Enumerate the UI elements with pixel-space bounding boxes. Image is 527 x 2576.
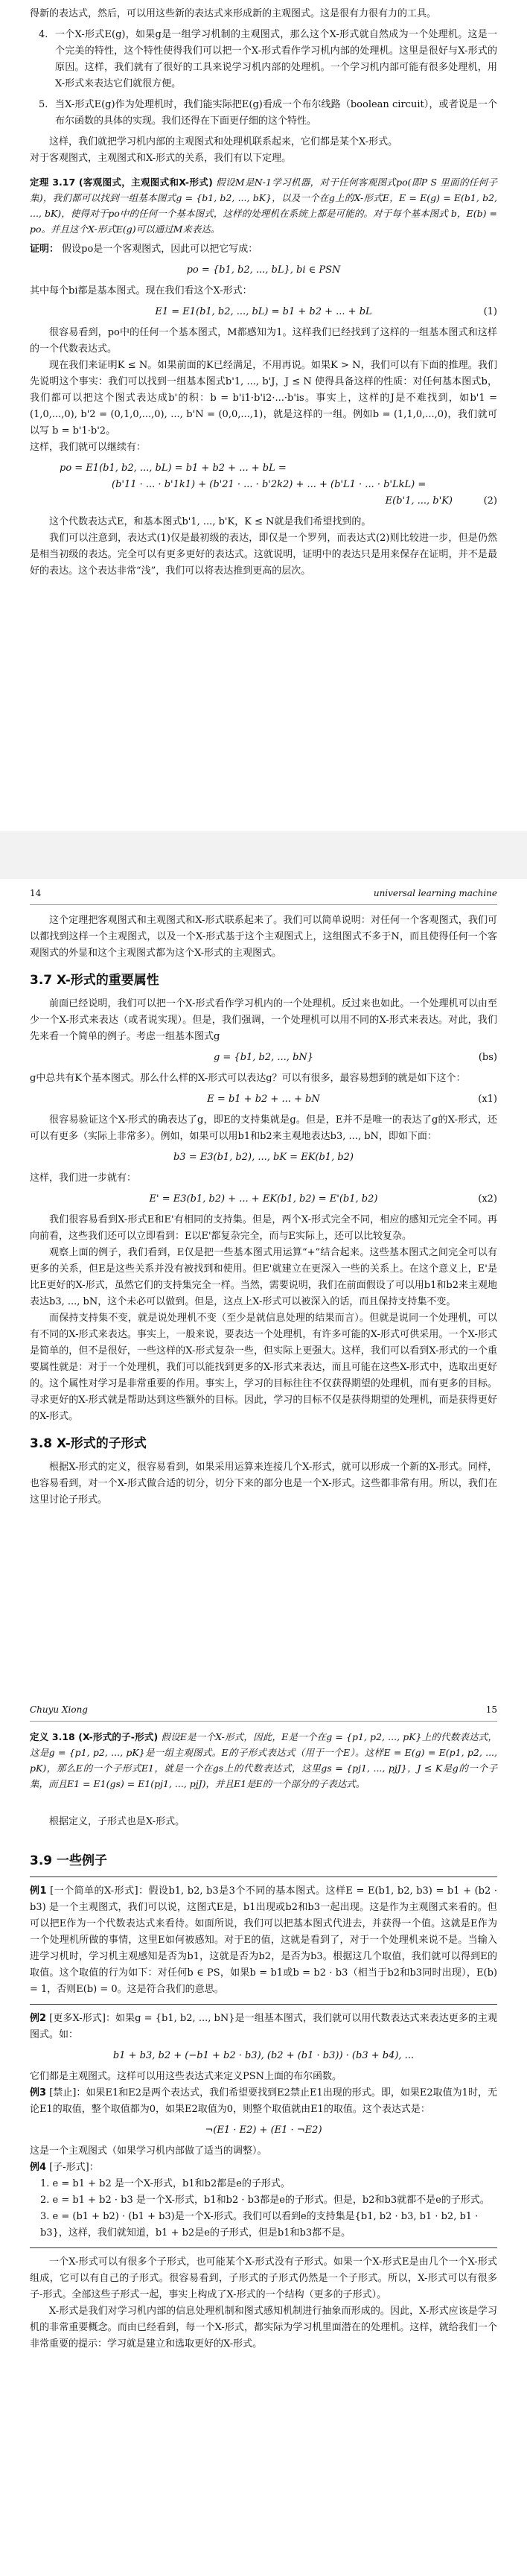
list-number: 4. [39, 29, 48, 40]
example-label: 例2 [30, 2013, 47, 2024]
paragraph: 我们可以注意到，表达式(1)仅是最初级的表达，即仅是一个罗列，而表达式(2)则比较进一步，但是仍然是相当初级的表达。完全可以有更多更好的表达式。这就说明，证明中的表达只是用来保存在证明，并不是最好的表达。这个表达非常“浅”，我们可以将表达推到更高的层次。 [30, 533, 497, 577]
theorem-label: 定理 3.17 (客观图式，主观图式和X-形式) [30, 177, 213, 188]
example-label: 例4 [30, 2162, 47, 2173]
list-text: 当X-形式E(g)作为处理机时，我们能实际把E(g)看成一个布尔线路（boolean circuit），或者说是一个布尔函数的具体的实现。我们还得在下面更仔细的这个特性。 [55, 99, 497, 127]
section-heading: 3.7 X-形式的重要属性 [30, 973, 159, 988]
equation-tag: (x2) [478, 1193, 497, 1205]
sub-form-list [30, 2176, 497, 2242]
paragraph: 一个X-形式可以有很多个子形式，也可能某个X-形式没有子形式。如果一个X-形式E是由几个一个X-形式组成，它可以有自己的子形式。很容易看到，子形式的子形式仍然是一个子形式。所以，X-形式可以有很多子-形式。全部这些子形式一起，事实上构成了X-形式的一个结构（更多的子形式）。 [30, 2256, 497, 2300]
page-3 [0, 1698, 527, 2576]
equation: E' = E3(b1, b2) + ... + EK(b1, b2) = E'(b1, b2) (x2) [30, 1187, 497, 1212]
paragraph: g中总共有K个基本图式。那么什么样的X-形式可以表达g？可以有很多，最容易想到的就是如下这个： [30, 1073, 466, 1084]
equation: g = {b1, b2, ..., bN} (bs) [30, 1045, 497, 1070]
equation-tag: (x1) [478, 1094, 497, 1105]
running-header [30, 885, 497, 905]
paragraph: X-形式是我们对学习机内部的信息处理机制和图式感知机制进行抽象而形成的。因此，X-形式应该是学习机的非常重要概念。而由已经看到，每一个X-形式，都实际为学习机里面潜在的处理机。这样，就给我们一个非常重要的提示：学习就是建立和选取更好的X-形式。 [30, 2306, 497, 2350]
example-label: 例3 [30, 2087, 47, 2098]
list-item [30, 97, 497, 130]
example-text: [一个简单的X-形式]：假设b1, b2, b3是3个不同的基本图式。这样E = E(b1, b2, b3) = b1 + (b2 · b3) 是一个主观图式，我们可以说，这图式E是，b1出现或b2和b3一起出现。这是作为主观图式来看的。但可以把E作为一个代数表达式来看待。如面所说，我们可以把基本图式代进去，并获得一个值。这就是E作为一个处理机所做的事情，这里E如何被感知。对于E的值，这就是看到了，对于一个处理机来说不是。当输入进学习机时，学习机主观感知是否为b1，这就是否为b2，是否为b3。根据这几个取值，我们就可以得到E的取值。这个取值的行为如下：对任何b ∈ PS，如果b = b1或b = b2 · b3（相当于b2和b3同时出现），E(b) = 1，否则E(b) = 0。这是符合我们的意思。 [30, 1885, 498, 1995]
paragraph: 观察上面的例子，我们看到，E仅是把一些基本图式用运算“+”结合起来。这些基本图式之间完全可以有更多的关系，但E是这些关系并没有被找到和使用。但E'就建立在更深入一些的关系上。在这个意义上，E'是比E更好的X-形式，虽然它们的支持集完全一样。当然，需要说明，我们在前面假设了可以用b1和b2来主观地表达b3, ..., bN，这个未必可以做到。但是，这点上X-形式可以被深入的话，而且保持支持集不变。 [30, 1247, 497, 1307]
theorem-text: 假设M是N-1学习机器，对于任何客观图式po(即P S 里面的任何子集)，我们都可以找到一组基本图式g = {b1, b2, ..., bK}，以及一个在g上的X-形式E，E = E(g) = E(b1, b2, ..., bK)，使得对于po中的任何一个基本图式，这样的处理机在系统上都是可能的。对于每个基本图式 b，E(b) = po。并且这个X-形式E(g)可以通过M来表达。 [30, 177, 497, 235]
example-followup: 它们都是主观图式。这样可以用这些表达式来定义PSN上面的布尔函数。 [30, 2071, 342, 2082]
list-number: 5. [39, 99, 48, 110]
paragraph: 这样，我们就可以继续有： [30, 442, 147, 453]
proof-intro [30, 241, 497, 258]
proof-text: 假设po是一个客观图式，因此可以把它写成： [62, 244, 258, 255]
numbered-list [30, 27, 497, 130]
example-1 [30, 1883, 497, 1998]
equation-line: po = E1(b1, b2, ..., bL) = b1 + b2 + ... + bL = [60, 463, 287, 474]
paragraph: 这个定理把客观图式和主观图式和X-形式联系起来了。我们可以简单说明：对任何一个客观图式，我们可以都找到这样一个主观图式，以及一个X-形式基于这个主观图式上，这组图式不多于N，而且使得任何一个客观图式的外显和这个主观图式都为这个X-形式的主观图式。 [30, 915, 497, 959]
paragraph: 根据X-形式的定义，很容易看到，如果采用运算来连接几个X-形式，就可以形成一个新的X-形式。同样，也容易看到，对一个X-形式做合适的切分，切分下来的部分也是一个X-形式。这些都非常有用。所以，我们在这里讨论子形式。 [30, 1462, 497, 1506]
theorem [30, 174, 497, 237]
equation-tag: (1) [483, 306, 497, 317]
paragraph: 而保持支持集不变，就是说处理机不变（至少是就信息处理的结果而言）。但就是说同一个处理机，可以有不同的X-形式来表达。事实上，一般来说，要表达一个处理机，有许多可能的X-形式可供采用。一个X-形式是简单的，但不是很好，一些这样的X-形式复杂一些，但实际上更强大。这样，我们可以看到X-形式的一个重要属性就是：对于一个处理机，我们可以能找到更多的X-形式来表达，而且可能在这些X-形式中，选取出更好的。这个属性对学习是非常重要的作用。事实上，学习的目标往往不仅获得期望的处理机，而有更多的目标。寻求更好的X-形式就是帮助达到这些额外的目标。因此，学习的目标不仅是获得期望的处理机，而是获得更好的X-形式。 [30, 1313, 497, 1422]
intro-line: 得新的表达式，然后，可以用这些新的表达式来形成新的主观图式。这是很有力很有力的工具。 [30, 8, 437, 19]
list-item: 3. e = (b1 + b2) · (b1 + b3)是一个X-形式。我们可以看到e的支持集是{b1, b2 · b3, b1 · b2, b1 · b3}，这样，我们就知道，b1 + b2是e的子形式，但是b1和b3都不是。 [40, 2211, 479, 2239]
divider [30, 2004, 497, 2005]
paragraph: 很容易看到，po中的任何一个基本图式，M都感知为1。这样我们已经找到了这样的一组基本图式和这样的一个代数表达式。 [30, 327, 497, 355]
proof-label: 证明： [30, 244, 60, 255]
running-header [30, 1701, 497, 1722]
paragraph: 这个代数表达式E，和基本图式b'1, ..., b'K，K ≤ N就是我们希望找到的。 [49, 516, 371, 527]
example-text: [子-形式]： [49, 2162, 99, 2173]
section-heading: 3.9 一些例子 [30, 1853, 108, 1868]
page-2 [0, 879, 527, 1698]
paragraph: 对于客观图式，主观图式和X-形式的关系，我们有以下定理。 [30, 153, 292, 164]
example-4 [30, 2160, 497, 2176]
example-followup: 这是一个主观图式（如果学习机内部做了适当的调整）。 [30, 2145, 267, 2157]
list-item [30, 27, 497, 92]
equation-tag: (2) [483, 495, 497, 507]
page-number: 14 [30, 888, 42, 898]
example-label: 例1 [30, 1885, 47, 1897]
equation: b3 = E3(b1, b2), ..., bK = EK(b1, b2) [173, 1152, 354, 1163]
definition-text: 假设E是一个X-形式，因此，E是一个在g = {p1, p2, ..., pK}上的代数表达式，这是g = {p1, p2, ..., pK}是一组主观图式。E的子形式表达式（用于一个E）。这样E = E(g) = E(p1, p2, ..., pK)，那么E的一个子形式E1，就是一个在gs上的代数表达式，这里gs = {pj1, ..., pjJ}，J ≤ K是g的一个子集，而且E1 = E1(gs) = E1(pj1, ..., pjJ)，并且E1是E的一个部分的子表达式。 [30, 1731, 498, 1789]
paragraph: 我们很容易看到X-形式E和E'有相同的支持集。但是，两个X-形式完全不同，相应的感知元完全不同。再向前看，这些我们还可以立即看到：E以E'都复杂完全，而与E实际上，还可以比较复杂。 [30, 1214, 497, 1242]
paragraph: 很容易验证这个X-形式的确表达了g，即E的支持集就是g。但是，E并不是唯一的表达了g的X-形式，还可以有更多（实际上非常多）。例如，如果可以用b1和b2来主观地表达b3, ..., bN，即如下面： [30, 1114, 497, 1142]
equation-line: E(b'1, ..., b'K) [385, 495, 453, 507]
paragraph: 其中每个bi都是基本图式。现在我们看这个X-形式： [30, 285, 252, 296]
header-author: Chuyu Xiong [30, 1704, 88, 1715]
definition [30, 1729, 497, 1792]
page-number: 15 [485, 1704, 497, 1715]
equation: b1 + b3, b2 + (−b1 + b2 · b3), (b2 + (b1 · b3)) · (b3 + b4), ... [112, 2050, 415, 2061]
paragraph: 根据定义，子形式也是X-形式。 [49, 1816, 185, 1827]
example-3 [30, 2085, 497, 2118]
list-text: 一个X-形式E(g)，如果g是一组学习机制的主观图式，那么这个X-形式就自然成为一个处理机。这是一个完美的特性，这个特性使得我们可以把一个X-形式看作学习机内部的处理机。这里是很好与X-形式的原因。这样，我们就有了很好的工具来说学习机内部的处理机。一个学习机内部可能有很多处理机，用X-形式来表达它们就很方便。 [55, 29, 497, 89]
header-title: universal learning machine [373, 888, 497, 898]
example-2 [30, 2011, 497, 2043]
paragraph: 前面已经说明，我们可以把一个X-形式看作学习机内的一个处理机。反过来也如此。一个处理机可以由至少一个X-形式来表达（或者说实现）。但是，我们强调，一个处理机可以用不同的X-形式来表达。对此，我们先来看一个简单的例子。考虑一组基本图式g [30, 998, 497, 1042]
equation: po = {b1, b2, ..., bL}, bi ∈ PSN [186, 264, 341, 276]
example-text: [更多X-形式]：如果g = {b1, b2, ..., bN}是一组基本图式，我们就可以用代数表达式来表达更多的主观图式。如： [30, 2013, 497, 2040]
list-item: 1. e = b1 + b2 是一个X-形式，b1和b2都是e的子形式。 [40, 2178, 290, 2189]
equation: E1 = E1(b1, b2, ..., bL) = b1 + b2 + ... + bL (1) [30, 299, 497, 325]
definition-label: 定义 3.18 (X-形式的子-形式) [30, 1731, 159, 1742]
equation: E = b1 + b2 + ... + bN (x1) [30, 1087, 497, 1112]
equation: ¬(E1 · E2) + (E1 · ¬E2) [205, 2125, 322, 2136]
section-heading: 3.8 X-形式的子形式 [30, 1436, 147, 1451]
page-1 [0, 0, 527, 831]
paragraph: 这样，我们就把学习机内部的主观图式和处理机联系起来，它们都是某个X-形式。 [49, 136, 398, 147]
equation-block [30, 456, 497, 514]
example-text: [禁止]：如果E1和E2是两个表达式，我们希望要找到E2禁止E1出现的形式。即，如果E2取值为1时，无论E1的取值，整个取值都为0，如果E2取值为0，则整个取值就由E1的取值。这个表达式是： [30, 2087, 497, 2115]
page-gap [0, 831, 527, 879]
list-item: 2. e = b1 + b2 · b3 是一个X-形式，b1和b2 · b3都是e的子形式。但是，b2和b3就都不是e的子形式。 [40, 2195, 490, 2206]
equation-tag: (bs) [478, 1052, 497, 1063]
paragraph: 现在我们来证明K ≤ N。如果前面的K已经满足，不用再说。如果K > N，我们可以有下面的推理。我们先说明这个事实：我们可以找到一组基本图式b'1, ..., b'J，J ≤ N 使得具备这样的性质：对任何基本图式b，我们都可以把这个图式表达成b'的积：b = b'i1·b'i2·...·b'is。事实上，这样的J是不难找到，如b'1 = (1,0,...,0), b'2 = (0,1,0,...,0), ..., b'N = (0,0,...,1)，就是这样的一组。例如b = (1,1,0,...,0)，我们就可以写 b = b'1·b'2。 [30, 360, 497, 437]
equation-line: (b'11 · ... · b'1k1) + (b'21 · ... · b'2k2) + ... + (b'L1 · ... · b'LkL) = [112, 479, 427, 490]
paragraph: 这样，我们进一步就有： [30, 1173, 137, 1184]
divider [30, 2247, 497, 2248]
